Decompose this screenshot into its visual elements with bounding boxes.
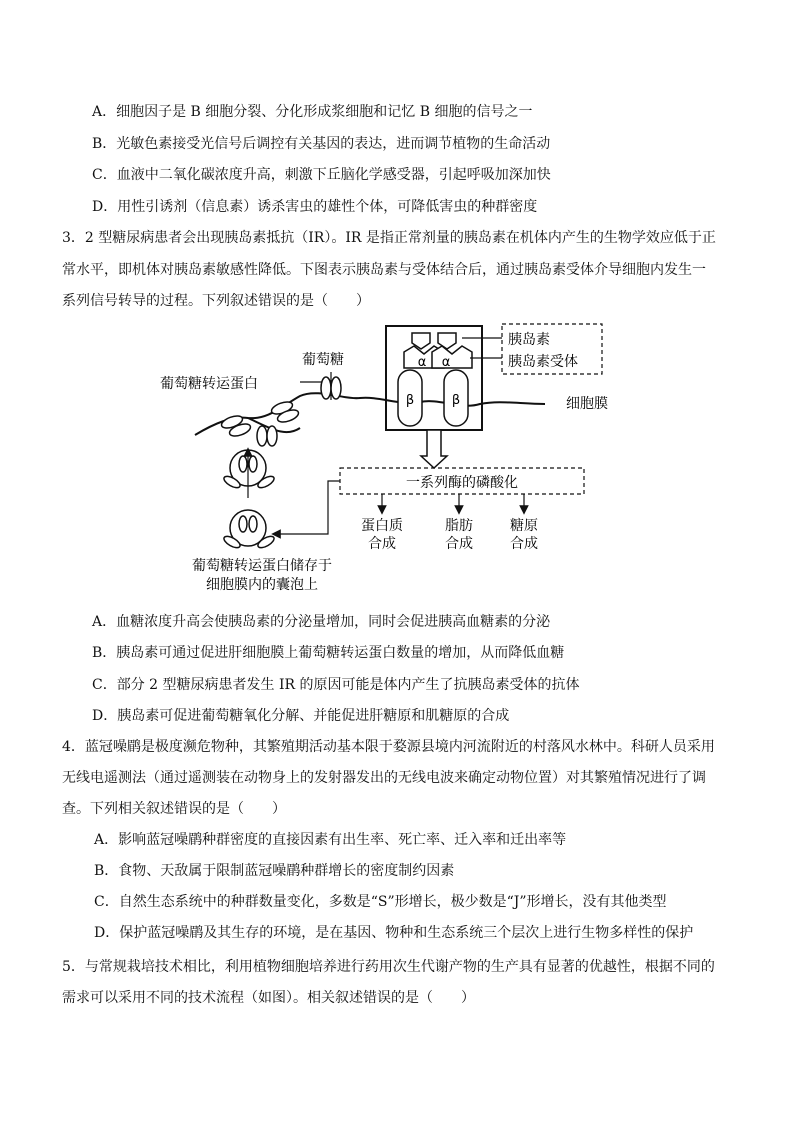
- q4-stem-line-3: 查。下列相关叙述错误的是（ ）: [62, 801, 286, 817]
- q3-option-a: A．血糖浓度升高会使胰岛素的分泌量增加，同时会促进胰高血糖素的分泌: [92, 614, 551, 630]
- output-2-line-1: 脂肪: [445, 518, 473, 534]
- output-1-line-1: 蛋白质: [361, 518, 403, 534]
- q3-stem-line-1: 3．2 型糖尿病患者会出现胰岛素抵抗（IR）。IR 是指正常剂量的胰岛素在机体内产生的生物学效应低于正: [62, 230, 716, 246]
- beta-label-2: β: [451, 393, 461, 408]
- q2-option-a: A．细胞因子是 B 细胞分裂、分化形成浆细胞和记忆 B 细胞的信号之一: [92, 104, 533, 120]
- q5-stem-line-1: 5．与常规栽培技术相比，利用植物细胞培养进行药用次生代谢产物的生产具有显著的优越性，根据不同的: [62, 959, 715, 975]
- q2-option-d: D．用性引诱剂（信息素）诱杀害虫的雄性个体，可降低害虫的种群密度: [92, 199, 538, 215]
- q3-option-d: D．胰岛素可促进葡萄糖氧化分解、并能促进肝糖原和肌糖原的合成: [92, 708, 510, 724]
- alpha-label-1: α: [417, 355, 427, 370]
- q2-option-b: B．光敏色素接受光信号后调控有关基因的表达，进而调节植物的生命活动: [92, 136, 551, 152]
- insulin-signaling-diagram: [0, 318, 794, 608]
- q3-option-c: C．部分 2 型糖尿病患者发生 IR 的原因可能是体内产生了抗胰岛素受体的抗体: [92, 677, 580, 693]
- transporter-label: 葡萄糖转运蛋白: [160, 376, 258, 392]
- glucose-label: 葡萄糖: [302, 352, 344, 368]
- legend-receptor: 胰岛素受体: [508, 354, 578, 370]
- q2-option-c: C．血液中二氧化碳浓度升高，刺激下丘脑化学感受器，引起呼吸加深加快: [92, 167, 551, 183]
- membrane-label: 细胞膜: [566, 396, 608, 412]
- q4-stem-line-1: 4．蓝冠噪鹛是极度濒危物种，其繁殖期活动基本限于婺源县境内河流附近的村落风水林中。科研人员采用: [62, 739, 715, 755]
- q4-option-b: B．食物、天敌属于限制蓝冠噪鹛种群增长的密度制约因素: [94, 863, 455, 879]
- q4-stem-line-2: 无线电遥测法（通过遥测装在动物身上的发射器发出的无线电波来确定动物位置）对其繁殖情况进行了调: [62, 770, 706, 786]
- q4-option-d: D．保护蓝冠噪鹛及其生存的环境，是在基因、物种和生态系统三个层次上进行生物多样性的保护: [94, 925, 694, 941]
- q3-stem-line-2: 常水平，即机体对胰岛素敏感性降低。下图表示胰岛素与受体结合后，通过胰岛素受体介导细胞内发生一: [62, 262, 706, 278]
- output-3-line-1: 糖原: [510, 518, 538, 534]
- alpha-label-2: α: [441, 355, 451, 370]
- vesicle-note-line-1: 葡萄糖转运蛋白储存于: [192, 558, 332, 574]
- output-2-line-2: 合成: [445, 536, 473, 552]
- q3-stem-line-3: 系列信号转导的过程。下列叙述错误的是（ ）: [62, 293, 370, 309]
- q3-option-b: B．胰岛素可通过促进肝细胞膜上葡萄糖转运蛋白数量的增加，从而降低血糖: [92, 645, 565, 661]
- phosphorylation-label: 一系列酶的磷酸化: [406, 475, 518, 491]
- q4-option-c: C．自然生态系统中的种群数量变化，多数是“S”形增长，极少数是“J”形增长，没有其他类型: [94, 894, 667, 910]
- q5-stem-line-2: 需求可以采用不同的技术流程（如图）。相关叙述错误的是（ ）: [62, 990, 475, 1006]
- legend-insulin: 胰岛素: [508, 332, 550, 348]
- q4-option-a: A．影响蓝冠噪鹛种群密度的直接因素有出生率、死亡率、迁入率和迁出率等: [94, 832, 567, 848]
- vesicle-note-line-2: 细胞膜内的囊泡上: [206, 577, 318, 593]
- output-3-line-2: 合成: [510, 536, 538, 552]
- output-1-line-2: 合成: [368, 536, 396, 552]
- beta-label-1: β: [405, 393, 415, 408]
